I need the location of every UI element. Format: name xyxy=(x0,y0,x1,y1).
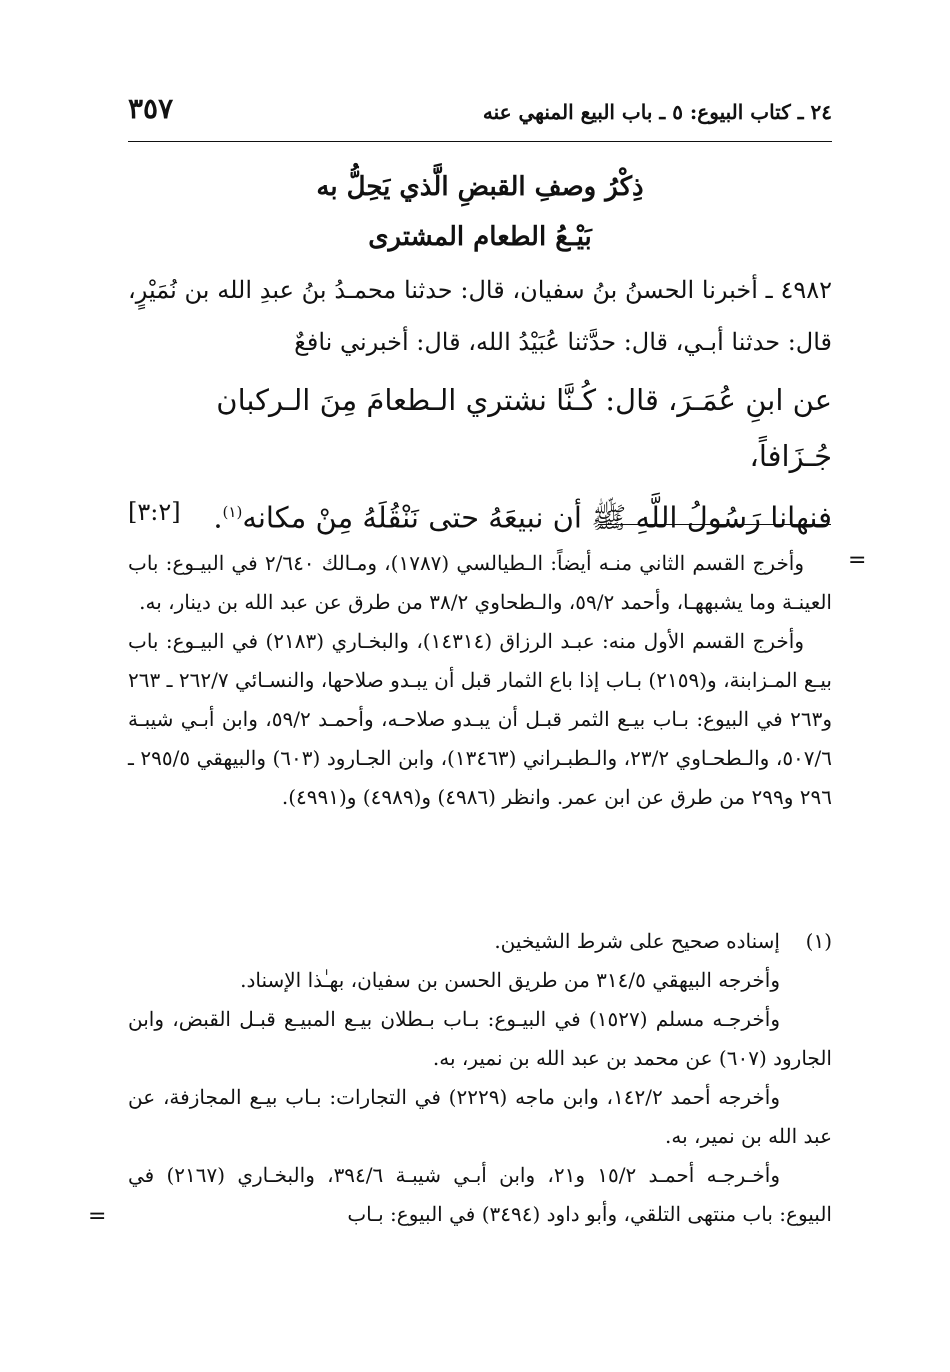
footnote-continued xyxy=(128,544,832,817)
footnote-paragraph: وأخرجه أحمد ١٤٢/٢، وابن ماجه (٢٢٢٩) في التجارات: بـاب بيـع المجازفة، عن عبد الله بن نمير، به. xyxy=(128,1085,832,1148)
hadith-matn xyxy=(128,372,832,546)
end-continuation-mark: = xyxy=(88,1204,107,1229)
matn-line-2 xyxy=(128,484,832,546)
footnote-1-first-line xyxy=(128,922,832,961)
footnote-paragraph: وأخرج القسم الثاني منـه أيضاً: الـطيالسي (١٧٨٧)، ومـالك ٢/٦٤٠ في البيـوع: باب العينـة وما يشبههـا، وأحمد ٥٩/٢، والـطحاوي ٣٨/٢ من طرق عن عبد الله بن دينار، به. xyxy=(128,551,832,614)
footnote-paragraph: وأخرجه البيهقي ٣١٤/٥ من طريق الحسن بن سفيان، بهـٰذا الإسناد. xyxy=(240,968,780,992)
header-divider xyxy=(128,141,832,142)
continuation-mark: = xyxy=(848,548,867,573)
footnote-1-number: (١) xyxy=(805,929,832,953)
matn-period: . xyxy=(213,500,223,535)
running-header xyxy=(128,92,832,138)
page-number: ٣٥٧ xyxy=(128,92,174,125)
footnote-paragraph: وأخرجـه مسلم (١٥٢٧) في البيـوع: بـاب بـطلان بيـع المبيـع قبـل القبض، وابن الجارود (٦٠٧) عن محمد بن عبد الله بن نمير، به. xyxy=(128,1007,832,1070)
chapter-title: ٢٤ ـ كتاب البيوع: ٥ ـ باب البيع المنهي عنه xyxy=(482,100,832,124)
footnote-1 xyxy=(128,922,832,1234)
reference-tag: [٣:٢] xyxy=(128,498,181,526)
heading-line-2: بَيْـعُ الطعام المشترى xyxy=(368,222,592,252)
heading-line-1: ذِكْرُ وصفِ القبضِ الَّذي يَحِلُّ به xyxy=(316,172,644,202)
footnote-paragraph: وأخرج القسم الأول منه: عبـد الرزاق (١٤٣١٤)، والبخـاري (٢١٨٣) في البيـوع: باب بيـع المـزابنة، و(٢١٥٩) بـاب إذا باع الثمار قبل أن يبـدو صلاحها، والنسـائي ٢٦٢/٧ ـ ٢٦٣ و٢٦٣ في البيوع: بـاب بيـع الثمر قبـل أن يبـدو صلاحـه، وأحمـد ٥٩/٢، وابن أبـي شيبـة ٥٠٧/٦، والـطحـاوي ٢٣/٢، والـطبـراني (١٣٤٦٣)، وابن الجـارود (٦٠٣) والبيهقي ٢٩٥/٥ ـ ٢٩٦ و٢٩٩ من طرق عن ابن عمر. وانظر (٤٩٨٦) و(٤٩٨٩) و(٤٩٩١). xyxy=(128,629,833,809)
matn-line-1: عن ابنِ عُمَـرَ، قال: كُـنَّا نشتري الـطعامَ مِنَ الـركبان جُـزَافاً، xyxy=(216,383,832,473)
footnote-marker[interactable]: (١) xyxy=(222,503,243,521)
matn-line-2-text: فنهانا رَسُولُ اللَّهِ ﷺ أن نبيعَهُ حتى نَنْقُلَهُ مِنْ مكانه xyxy=(242,500,832,535)
footnote-divider xyxy=(598,524,831,525)
footnote-1-line: إسناده صحيح على شرط الشيخين. xyxy=(494,929,780,953)
section-heading xyxy=(128,162,832,262)
hadith-isnad: ٤٩٨٢ ـ أخبرنا الحسنُ بنُ سفيان، قال: حدثنا محمـدُ بنُ عبدِ الله بن نُمَيْرٍ، قال: حدثنا أبـي، قال: حدَّثنا عُبَيْدُ الله، قال: أخبرني نافعٌ xyxy=(128,276,832,356)
footnote-paragraph: وأخـرجـه أحمـد ١٥/٢ و٢١، وابن أبـي شيبـة ٣٩٤/٦، والبخـاري (٢١٦٧) في البيوع: باب منتهى التلقي، وأبو داود (٣٤٩٤) في البيوع: بـاب xyxy=(128,1163,832,1226)
